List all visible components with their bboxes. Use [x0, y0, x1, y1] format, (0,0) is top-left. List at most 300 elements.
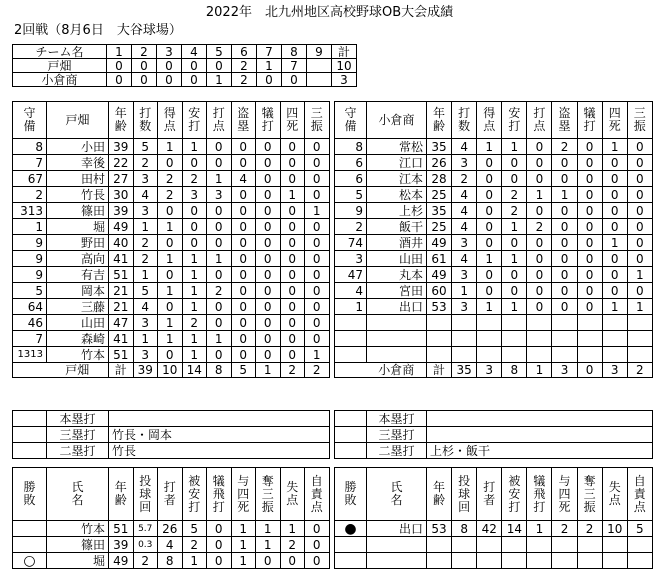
pitch-stat: 49 [109, 553, 134, 569]
stat-cell: 3 [452, 267, 477, 283]
player-name [367, 331, 427, 347]
stat-cell: 0 [158, 203, 183, 219]
stat-cell: 1 [133, 267, 158, 283]
stat-cell: 0 [305, 187, 330, 203]
pitch-stat: 1 [256, 537, 281, 553]
extra-hit-row [335, 443, 653, 459]
stat-cell: 0 [207, 203, 232, 219]
pitching-header-cell: 与 四 死 [231, 468, 256, 521]
stat-cell: 60 [427, 283, 452, 299]
pitch-stat [552, 537, 577, 553]
extra-spacer [335, 427, 367, 443]
stat-cell: 0 [231, 315, 256, 331]
pitch-stat [502, 553, 527, 569]
stat-cell: 0 [602, 251, 627, 267]
batting-total-row [335, 363, 653, 378]
line-inning-score [307, 73, 332, 87]
line-header-total: 計 [332, 45, 357, 59]
stat-cell: 0 [577, 251, 602, 267]
pitch-stat: 5 [627, 521, 652, 537]
stat-cell: 49 [427, 235, 452, 251]
pitch-stat [452, 553, 477, 569]
extra-hit-row [335, 427, 653, 443]
pitch-stat: 2 [133, 553, 158, 569]
batting-header-row [335, 102, 653, 139]
stat-cell [452, 347, 477, 363]
position-cell: 5 [13, 283, 47, 299]
total-value: 10 [158, 363, 183, 378]
stat-cell [602, 347, 627, 363]
pitch-stat: 39 [109, 537, 134, 553]
batting-player-row [335, 267, 653, 283]
player-name: 田村 [47, 171, 109, 187]
batting-header-cell: 四 死 [602, 102, 627, 139]
line-inning-score: 0 [207, 59, 232, 73]
extra-hits-table-kokura [334, 410, 653, 459]
pitching-header-cell: 奪 三 振 [577, 468, 602, 521]
pitching-header-cell: 打 者 [477, 468, 502, 521]
stat-cell: 0 [231, 139, 256, 155]
stat-cell: 0 [256, 155, 281, 171]
stat-cell: 0 [552, 267, 577, 283]
stat-cell: 51 [109, 267, 134, 283]
extra-hit-players: 竹長・岡本 [109, 427, 330, 443]
stat-cell: 0 [231, 299, 256, 315]
batting-player-row [13, 139, 330, 155]
stat-cell: 1 [207, 171, 232, 187]
pitch-stat: 0 [256, 553, 281, 569]
line-score-table [12, 44, 357, 87]
stat-cell: 0 [305, 267, 330, 283]
stat-cell: 3 [133, 315, 158, 331]
stat-cell: 2 [182, 315, 207, 331]
stat-cell: 0 [577, 219, 602, 235]
stat-cell: 0 [602, 187, 627, 203]
stat-cell: 1 [158, 315, 183, 331]
stat-cell [527, 331, 552, 347]
stat-cell: 0 [231, 203, 256, 219]
stat-cell: 35 [427, 203, 452, 219]
stat-cell: 0 [280, 347, 305, 363]
batting-header-cell: 安 打 [502, 102, 527, 139]
stat-cell: 1 [158, 251, 183, 267]
line-inning-score: 1 [207, 73, 232, 87]
stat-cell: 25 [427, 219, 452, 235]
stat-cell [477, 347, 502, 363]
pitch-stat [452, 537, 477, 553]
stat-cell: 0 [231, 283, 256, 299]
stat-cell: 1 [305, 203, 330, 219]
stat-cell: 5 [133, 283, 158, 299]
batting-header-cell: 盗 塁 [231, 102, 256, 139]
stat-cell: 2 [158, 171, 183, 187]
batting-table-kokura [334, 101, 653, 378]
stat-cell: 0 [207, 299, 232, 315]
position-cell: 9 [13, 267, 47, 283]
player-name: 竹長 [47, 187, 109, 203]
stat-cell: 0 [305, 235, 330, 251]
stat-cell: 0 [552, 171, 577, 187]
stat-cell: 0 [280, 267, 305, 283]
batting-player-row [13, 267, 330, 283]
result-mark [335, 553, 367, 569]
batting-player-row [13, 187, 330, 203]
stat-cell: 0 [477, 203, 502, 219]
stat-cell: 0 [256, 203, 281, 219]
position-cell: 4 [335, 283, 367, 299]
pitch-stat: 53 [427, 521, 452, 537]
stat-cell: 0 [552, 155, 577, 171]
batting-player-row [13, 219, 330, 235]
pitching-header-cell: 奪 三 振 [256, 468, 281, 521]
stat-cell: 2 [452, 171, 477, 187]
stat-cell: 0 [256, 347, 281, 363]
stat-cell: 0 [207, 315, 232, 331]
pitch-stat: 0.3 [133, 537, 158, 553]
batting-total-row [13, 363, 330, 378]
stat-cell: 0 [627, 283, 652, 299]
stat-cell: 1 [182, 267, 207, 283]
stat-cell: 0 [280, 139, 305, 155]
pitch-stat: 1 [280, 521, 305, 537]
pitch-stat: 5 [182, 521, 207, 537]
total-team-name: 小倉商 [367, 363, 427, 378]
pitcher-row [13, 553, 330, 569]
pitch-stat: 0 [207, 521, 232, 537]
batting-header-cell: 安 打 [182, 102, 207, 139]
pitching-header-row [13, 468, 330, 521]
total-value: 2 [280, 363, 305, 378]
stat-cell: 0 [280, 203, 305, 219]
pitching-header-cell: 失 点 [602, 468, 627, 521]
stat-cell: 0 [527, 155, 552, 171]
stat-cell: 0 [577, 299, 602, 315]
batting-header-cell: 得 点 [158, 102, 183, 139]
pitch-stat: 42 [477, 521, 502, 537]
pitch-stat: 26 [158, 521, 183, 537]
batting-player-row [13, 203, 330, 219]
position-cell: 6 [335, 155, 367, 171]
position-cell: 1 [335, 299, 367, 315]
batting-player-row [335, 299, 653, 315]
stat-cell: 30 [109, 187, 134, 203]
line-header-inning: 4 [182, 45, 207, 59]
total-value: 2 [305, 363, 330, 378]
stat-cell: 0 [552, 299, 577, 315]
pitch-stat: 51 [109, 521, 134, 537]
pitching-header-cell: 年 齢 [109, 468, 134, 521]
stat-cell: 0 [256, 299, 281, 315]
stat-cell: 1 [477, 251, 502, 267]
stat-cell: 1 [280, 187, 305, 203]
stat-cell: 1 [133, 219, 158, 235]
position-cell: 9 [13, 251, 47, 267]
line-score-header-row [13, 45, 357, 59]
player-name: 森崎 [47, 331, 109, 347]
batting-header-cell: 盗 塁 [552, 102, 577, 139]
pitcher-row [335, 537, 653, 553]
position-cell: 5 [335, 187, 367, 203]
stat-cell: 0 [627, 251, 652, 267]
stat-cell: 3 [452, 235, 477, 251]
stat-cell: 0 [305, 139, 330, 155]
stat-cell: 0 [231, 155, 256, 171]
line-total-score: 10 [332, 59, 357, 73]
line-inning-score: 0 [107, 59, 132, 73]
stat-cell: 2 [158, 187, 183, 203]
pitching-header-cell: 失 点 [280, 468, 305, 521]
player-name: 岡本 [47, 283, 109, 299]
stat-cell [627, 347, 652, 363]
stat-cell: 0 [256, 251, 281, 267]
stat-cell: 0 [305, 299, 330, 315]
stat-cell: 0 [602, 203, 627, 219]
stat-cell: 0 [502, 283, 527, 299]
position-cell: 2 [13, 187, 47, 203]
pitch-stat [427, 553, 452, 569]
line-inning-score: 0 [132, 59, 157, 73]
player-name: 飯干 [367, 219, 427, 235]
pitcher-row [13, 521, 330, 537]
pitch-stat [552, 553, 577, 569]
stat-cell: 0 [305, 155, 330, 171]
stat-cell: 2 [133, 251, 158, 267]
pitching-header-cell: 勝 敗 [13, 468, 47, 521]
total-team-name: 戸畑 [47, 363, 109, 378]
stat-cell: 0 [552, 219, 577, 235]
extra-spacer [13, 427, 47, 443]
stat-cell: 2 [552, 139, 577, 155]
pitch-stat [502, 537, 527, 553]
stat-cell: 0 [527, 283, 552, 299]
stat-cell: 0 [527, 251, 552, 267]
pitching-table-tobata [12, 467, 330, 569]
stat-cell: 1 [182, 139, 207, 155]
stat-cell: 0 [602, 155, 627, 171]
stat-cell: 0 [231, 219, 256, 235]
stat-cell: 0 [231, 251, 256, 267]
batting-header-cell: 守 備 [335, 102, 367, 139]
pitch-stat: 2 [552, 521, 577, 537]
stat-cell: 0 [280, 155, 305, 171]
pitching-header-cell: 犠 飛 打 [527, 468, 552, 521]
stat-cell: 0 [305, 251, 330, 267]
stat-cell [527, 347, 552, 363]
stat-cell: 0 [527, 139, 552, 155]
total-value: 3 [477, 363, 502, 378]
stat-cell [602, 315, 627, 331]
line-inning-score: 0 [157, 73, 182, 87]
stat-cell: 3 [133, 347, 158, 363]
stat-cell: 1 [502, 139, 527, 155]
stat-cell: 0 [256, 235, 281, 251]
stat-cell: 1 [502, 251, 527, 267]
pitching-header-cell: 氏 名 [367, 468, 427, 521]
stat-cell: 2 [527, 219, 552, 235]
pitch-stat: 1 [231, 521, 256, 537]
extra-hits-table-tobata [12, 410, 330, 459]
stat-cell: 0 [207, 267, 232, 283]
pitch-stat: 2 [280, 537, 305, 553]
stat-cell: 0 [280, 235, 305, 251]
batting-player-row [335, 219, 653, 235]
pitch-stat [477, 537, 502, 553]
extra-spacer [335, 443, 367, 459]
total-value: 2 [627, 363, 652, 378]
stat-cell: 0 [305, 171, 330, 187]
pitch-stat: 8 [158, 553, 183, 569]
pitch-stat: 14 [502, 521, 527, 537]
stat-cell: 0 [280, 299, 305, 315]
position-cell: 8 [13, 139, 47, 155]
batting-player-row [13, 235, 330, 251]
position-cell: 7 [13, 155, 47, 171]
extra-hit-players [427, 427, 653, 443]
stat-cell: 0 [207, 139, 232, 155]
stat-cell: 0 [627, 187, 652, 203]
pitch-stat: 4 [158, 537, 183, 553]
line-header-inning: 1 [107, 45, 132, 59]
stat-cell: 39 [109, 203, 134, 219]
stat-cell: 0 [627, 235, 652, 251]
line-inning-score: 1 [257, 59, 282, 73]
stat-cell [502, 331, 527, 347]
stat-cell: 0 [577, 155, 602, 171]
extra-hit-row [13, 427, 330, 443]
extra-hit-type: 三塁打 [47, 427, 109, 443]
extra-hit-type: 二塁打 [47, 443, 109, 459]
stat-cell: 1 [182, 251, 207, 267]
pitch-stat: 10 [602, 521, 627, 537]
stat-cell: 1 [182, 331, 207, 347]
pitch-stat [427, 537, 452, 553]
stat-cell: 4 [231, 171, 256, 187]
stat-cell: 0 [158, 347, 183, 363]
player-name: 竹本 [47, 347, 109, 363]
stat-cell: 0 [182, 203, 207, 219]
stat-cell: 4 [452, 219, 477, 235]
pitch-stat: 0 [207, 553, 232, 569]
stat-cell: 1 [158, 139, 183, 155]
stat-cell: 1 [552, 187, 577, 203]
stat-cell: 39 [109, 139, 134, 155]
extra-spacer [335, 411, 367, 427]
stat-cell: 0 [182, 219, 207, 235]
batting-player-row [13, 251, 330, 267]
stat-cell: 0 [477, 171, 502, 187]
pitching-header-cell: 勝 敗 [335, 468, 367, 521]
stat-cell: 0 [477, 235, 502, 251]
pitching-header-cell: 被 安 打 [502, 468, 527, 521]
stat-cell: 0 [280, 219, 305, 235]
game-subtitle: 2回戦（8月6日 大谷球場） [14, 23, 182, 38]
stat-cell: 1 [602, 299, 627, 315]
batting-player-row [335, 139, 653, 155]
line-header-inning: 3 [157, 45, 182, 59]
pitching-header-cell: 与 四 死 [552, 468, 577, 521]
stat-cell: 0 [552, 251, 577, 267]
stat-cell [427, 347, 452, 363]
batting-player-row [13, 171, 330, 187]
stat-cell: 1 [305, 347, 330, 363]
stat-cell: 0 [477, 267, 502, 283]
player-name: 出口 [367, 299, 427, 315]
batting-player-row [335, 155, 653, 171]
batting-player-row [335, 315, 653, 331]
stat-cell: 0 [577, 203, 602, 219]
stat-cell: 0 [231, 235, 256, 251]
position-cell: 3 [335, 251, 367, 267]
pitch-stat [577, 553, 602, 569]
result-mark [13, 521, 47, 537]
pitch-stat: 0 [305, 521, 330, 537]
batting-player-row [13, 315, 330, 331]
stat-cell: 27 [109, 171, 134, 187]
extra-hit-players: 竹長 [109, 443, 330, 459]
player-name: 堀 [47, 219, 109, 235]
stat-cell: 0 [552, 203, 577, 219]
batting-player-row [335, 171, 653, 187]
stat-cell: 49 [109, 219, 134, 235]
line-header-inning: 8 [282, 45, 307, 59]
pitcher-name: 堀 [47, 553, 109, 569]
total-value: 3 [602, 363, 627, 378]
pitch-stat: 2 [182, 537, 207, 553]
batting-team-name: 小倉商 [367, 102, 427, 139]
stat-cell: 0 [602, 219, 627, 235]
pitch-stat: 1 [182, 553, 207, 569]
stat-cell: 0 [305, 315, 330, 331]
stat-cell: 4 [452, 139, 477, 155]
player-name: 丸本 [367, 267, 427, 283]
position-cell [335, 331, 367, 347]
batting-header-cell: 年 齢 [109, 102, 134, 139]
page-title: 2022年 北九州地区高校野球OB大会成績 [205, 5, 454, 20]
stat-cell: 2 [182, 171, 207, 187]
stat-cell: 0 [207, 155, 232, 171]
extra-hit-type: 本塁打 [47, 411, 109, 427]
stat-cell: 41 [109, 251, 134, 267]
extra-spacer [13, 411, 47, 427]
stat-cell: 53 [427, 299, 452, 315]
position-cell: 2 [335, 219, 367, 235]
total-label: 計 [109, 363, 134, 378]
batting-player-row [13, 299, 330, 315]
stat-cell: 41 [109, 331, 134, 347]
stat-cell: 1 [452, 283, 477, 299]
pitch-stat [602, 537, 627, 553]
stat-cell [477, 331, 502, 347]
stat-cell: 0 [256, 267, 281, 283]
position-cell: 46 [13, 315, 47, 331]
stat-cell: 0 [502, 155, 527, 171]
player-name: 篠田 [47, 203, 109, 219]
line-header-inning: 5 [207, 45, 232, 59]
position-cell: 67 [13, 171, 47, 187]
batting-player-row [335, 235, 653, 251]
player-name: 上杉 [367, 203, 427, 219]
extra-hit-row [13, 411, 330, 427]
batting-header-cell: 犠 打 [577, 102, 602, 139]
total-value: 14 [182, 363, 207, 378]
line-inning-score: 0 [182, 59, 207, 73]
stat-cell: 2 [502, 203, 527, 219]
stat-cell: 0 [256, 283, 281, 299]
pitching-header-cell: 打 者 [158, 468, 183, 521]
line-inning-score [307, 59, 332, 73]
position-cell: 8 [335, 139, 367, 155]
batting-header-cell: 守 備 [13, 102, 47, 139]
